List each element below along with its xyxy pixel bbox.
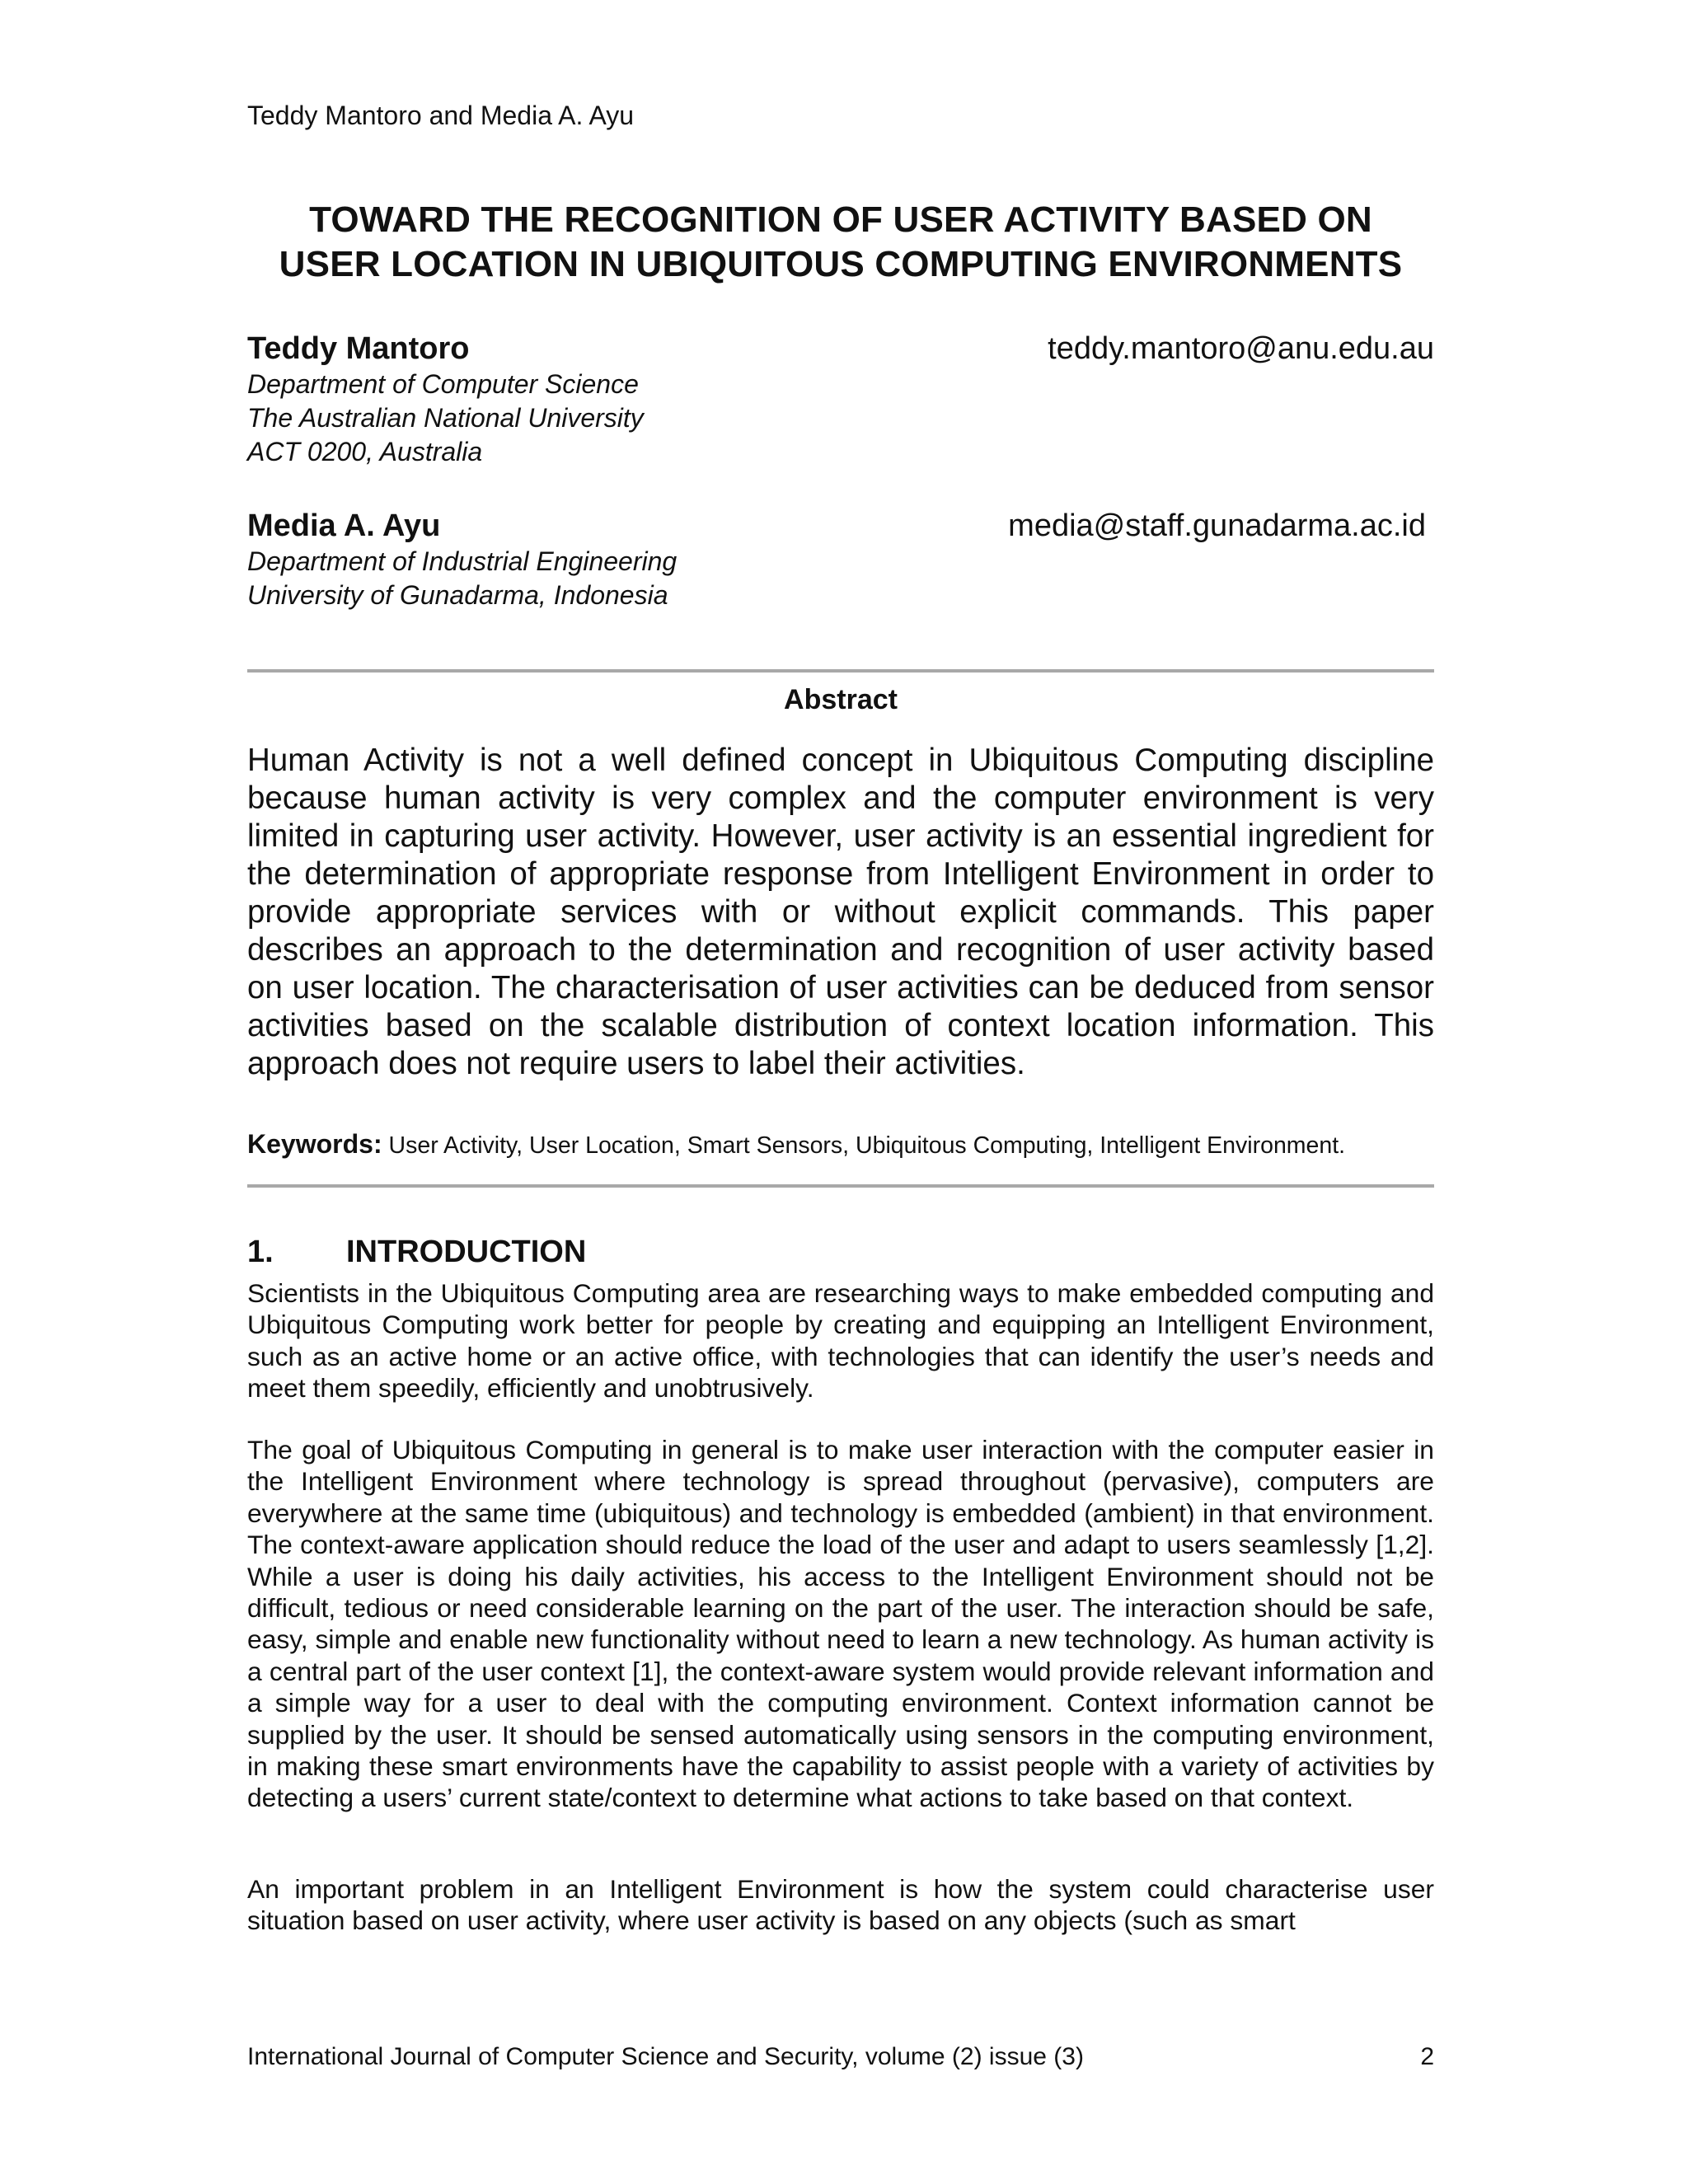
author-1-email: teddy.mantoro@anu.edu.au xyxy=(1048,331,1434,366)
abstract-heading: Abstract xyxy=(784,684,898,715)
running-head: Teddy Mantoro and Media A. Ayu xyxy=(247,101,635,130)
keywords-text: User Activity, User Location, Smart Sensors, Ubiquitous Computing, Intelligent Environment. xyxy=(388,1132,1346,1159)
author-1 xyxy=(247,330,1434,469)
abstract-text: Human Activity is not a well defined concept in Ubiquitous Computing discipline because human activity is very complex and the computer environment is very limited in capturing user activity. However, user activity is an essential ingredient for the determination of appropriate response from Intelligent Environment in order to provide appropriate services with or without explicit commands. This paper describes an approach to the determination and recognition of user activity based on user location. The characterisation of user activities can be deduced from sensor activities based on the scalable distribution of context location information. This approach does not require users to label their activities. xyxy=(247,743,1434,1081)
keywords-line xyxy=(247,1127,1451,1162)
author-2-affiliation-line: University of Gunadarma, Indonesia xyxy=(247,580,668,610)
body-paragraph-2: The goal of Ubiquitous Computing in general is to make user interaction with the computer easier in the Intelligent Environment where technology is spread throughout (pervasive), computers are everywhere at the same time (ubiquitous) and technology is embedded (ambient) in that environment. The context-aware application should reduce the load of the user and adapt to users seamlessly [1,2]. While a user is doing his daily activities, his access to the Intelligent Environment should not be difficult, tedious or need considerable learning on the part of the user. The interaction should be safe, easy, simple and enable new functionality without need to learn a new technology. As human activity is a central part of the user context [1], the context-aware system would provide relevant information and a simple way for a user to deal with the computing environment. Context information cannot be supplied by the user. It should be sensed automatically using sensors in the computing environment, in making these smart environments have the capability to assist people with a variety of activities by detecting a users’ current state/context to determine what actions to take based on that context. xyxy=(247,1435,1434,1813)
body-paragraph-3: An important problem in an Intelligent Environment is how the system could characterise user situation based on user activity, where user activity is based on any objects (such as smart xyxy=(247,1874,1434,1936)
page-footer xyxy=(247,2041,1434,2073)
title-line-1: TOWARD THE RECOGNITION OF USER ACTIVITY BASED ON xyxy=(309,199,1372,240)
author-2-email: media@staff.gunadarma.ac.id xyxy=(1008,509,1426,543)
section-title: INTRODUCTION xyxy=(346,1235,587,1269)
body-paragraph-1: Scientists in the Ubiquitous Computing area are researching ways to make embedded computing and Ubiquitous Computing work better for people by creating and equipping an Intelligent Environment, such as an active home or an active office, with technologies that can identify the user’s needs and meet them speedily, efficiently and unobtrusively. xyxy=(247,1278,1434,1404)
title-line-2: USER LOCATION IN UBIQUITOUS COMPUTING ENVIRONMENTS xyxy=(279,244,1403,284)
author-1-affiliation-line: Department of Computer Science xyxy=(247,369,639,399)
abstract-top-rule xyxy=(247,669,1434,673)
author-1-affiliation-line: ACT 0200, Australia xyxy=(247,437,483,466)
author-1-affiliation-line: The Australian National University xyxy=(247,403,644,433)
section-heading-introduction xyxy=(247,1233,586,1271)
footer-journal: International Journal of Computer Science and Security, volume (2) issue (3) xyxy=(247,2043,1084,2070)
author-2 xyxy=(247,507,1434,612)
section-number: 1. xyxy=(247,1235,274,1269)
paper-title xyxy=(247,198,1434,287)
footer-page-number: 2 xyxy=(1420,2043,1434,2070)
author-1-name: Teddy Mantoro xyxy=(247,331,470,366)
author-2-affiliation-line: Department of Industrial Engineering xyxy=(247,546,678,576)
abstract-bottom-rule xyxy=(247,1184,1434,1188)
author-2-name: Media A. Ayu xyxy=(247,509,441,543)
keywords-label: Keywords: xyxy=(247,1129,382,1159)
